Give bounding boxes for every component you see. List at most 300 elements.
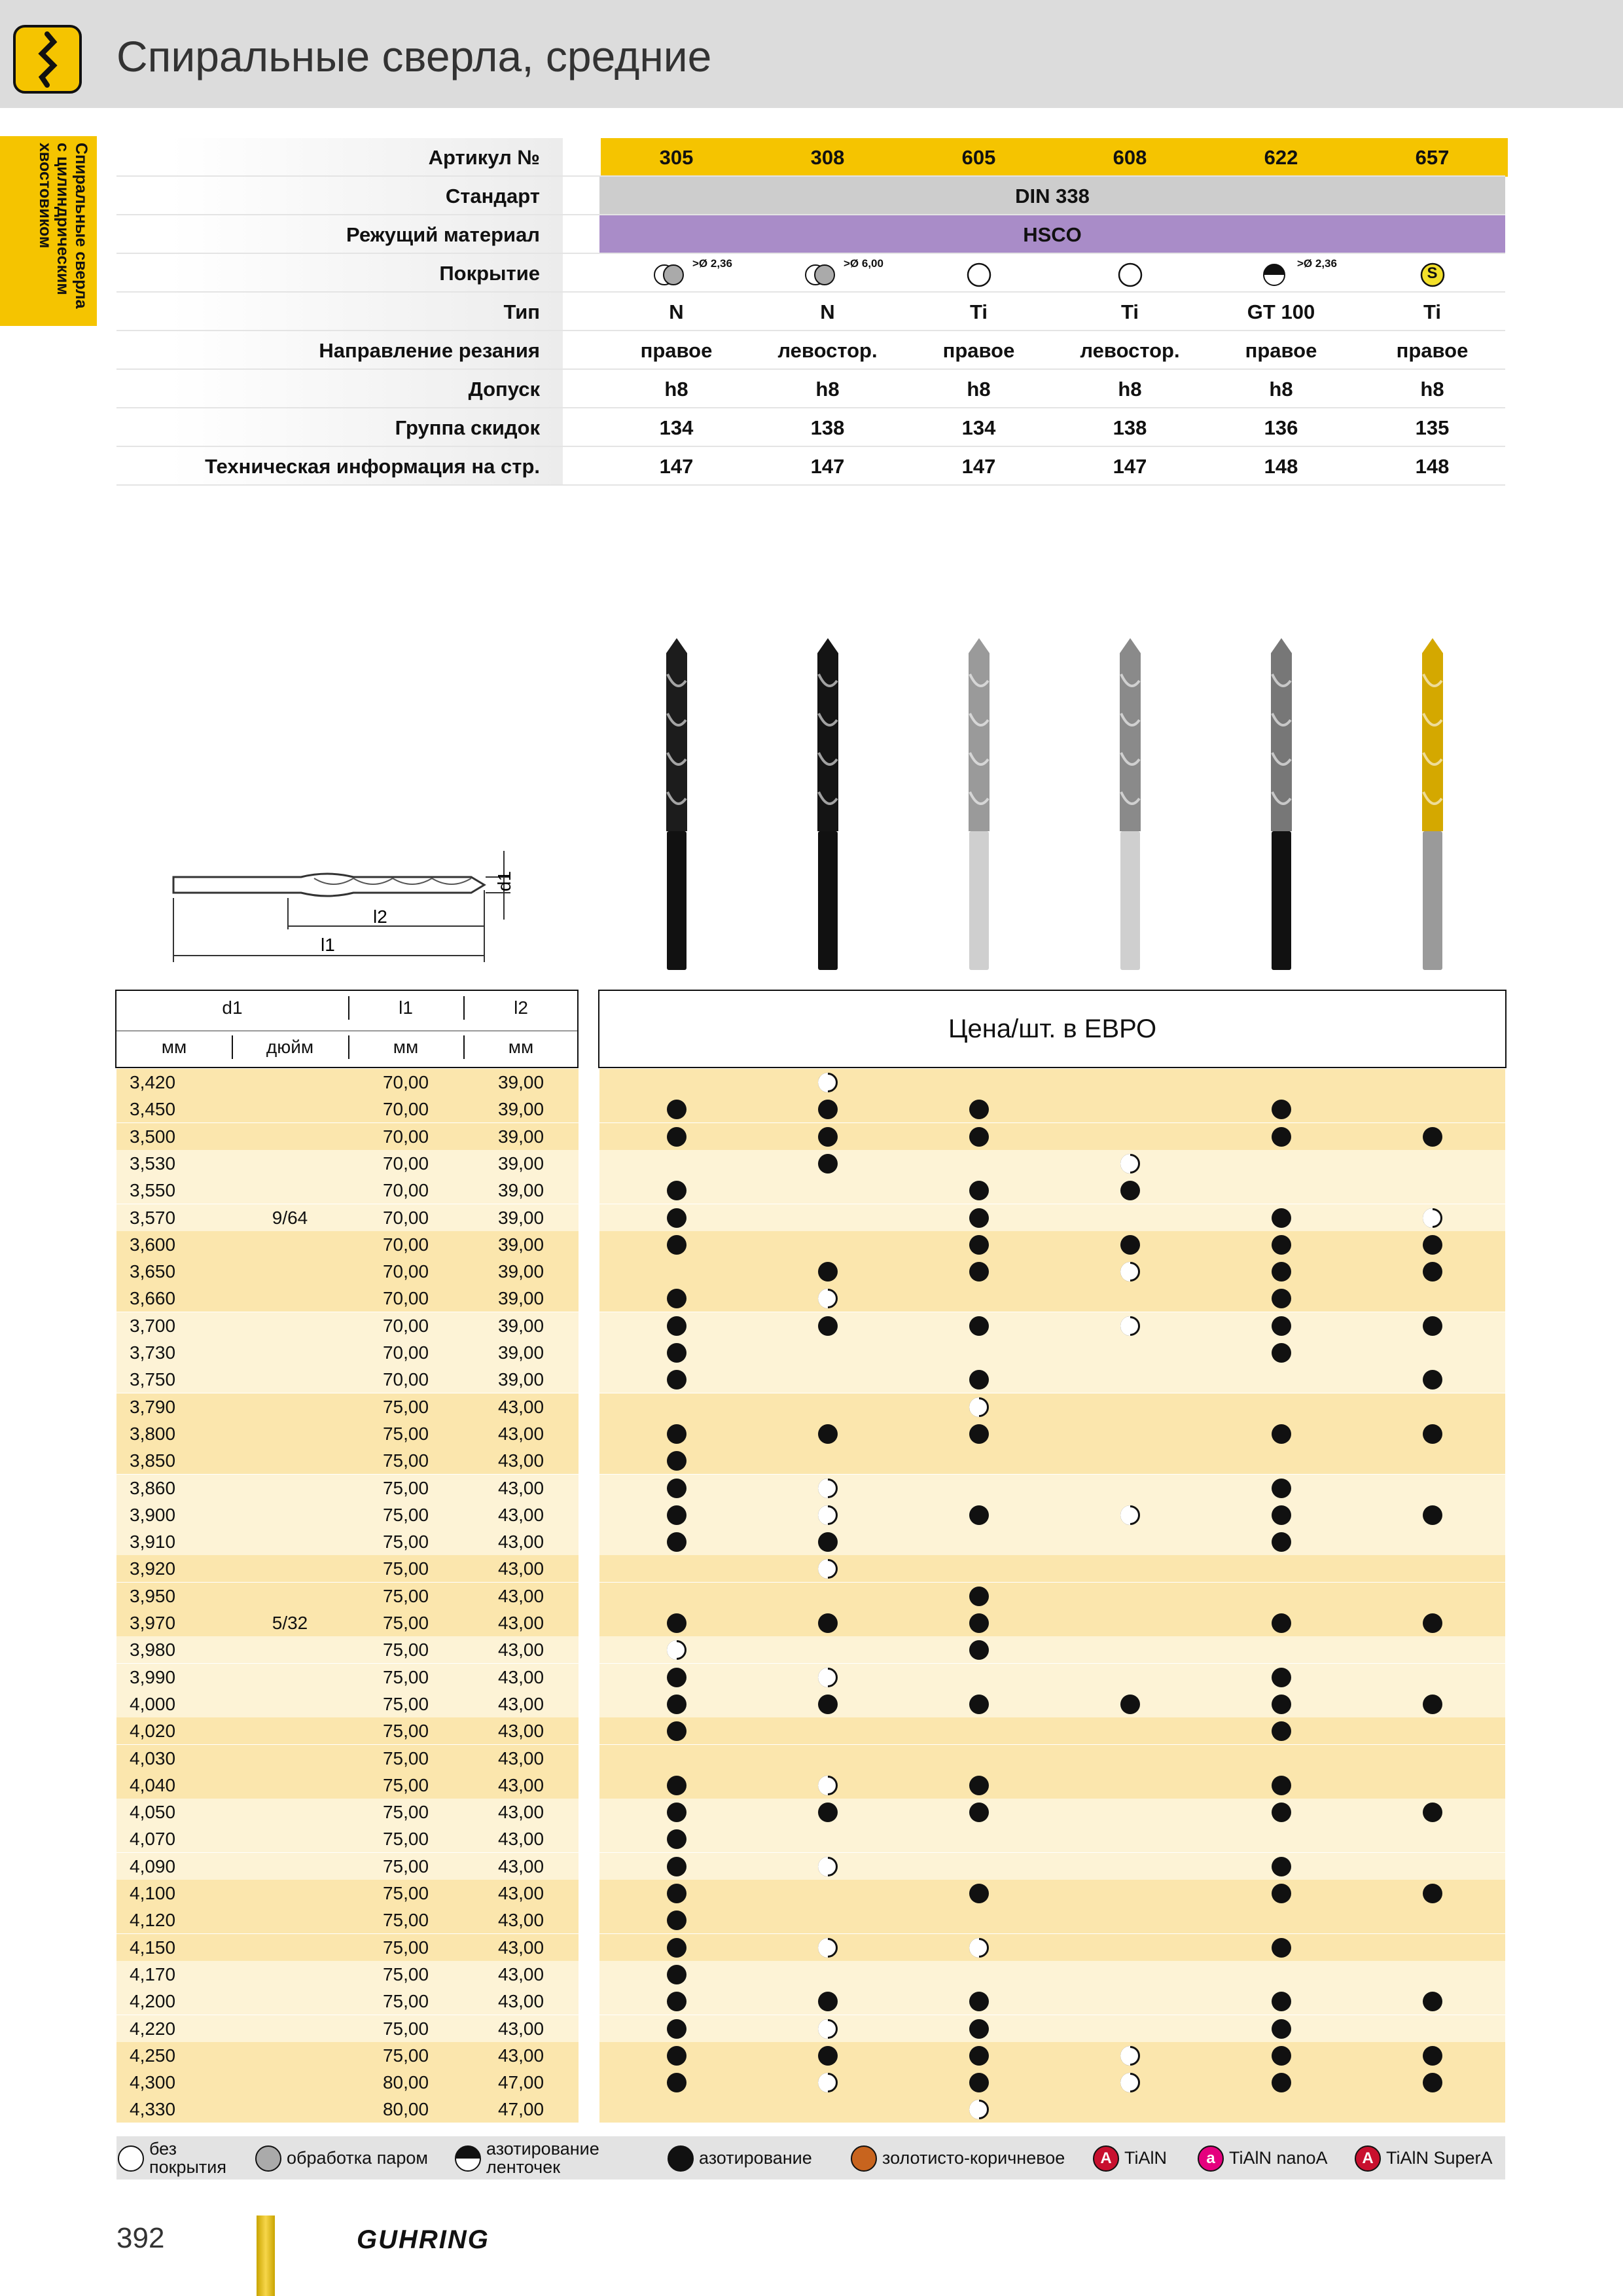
coating-legend [116, 2136, 1505, 2179]
available-dot-icon[interactable] [969, 1776, 989, 1795]
row-band-right [599, 1312, 1505, 1339]
spec-cell: 136 [1264, 416, 1298, 439]
available-dot-icon[interactable] [1272, 2046, 1291, 2066]
available-dot-icon[interactable] [969, 1992, 989, 2011]
available-dot-icon[interactable] [1272, 1695, 1291, 1714]
available-dot-icon[interactable] [1272, 2019, 1291, 2039]
row-band-right [599, 1258, 1505, 1285]
cell-d1: 4,200 [130, 1991, 176, 2012]
partial-availability-dot-icon[interactable] [818, 1668, 838, 1687]
available-dot-icon[interactable] [1120, 1695, 1140, 1714]
cell-l1: 75,00 [382, 1937, 429, 1958]
available-dot-icon[interactable] [1423, 1127, 1442, 1147]
available-dot-icon[interactable] [969, 1884, 989, 1903]
diagram-l2-label: l2 [373, 906, 387, 927]
available-dot-icon[interactable] [667, 1829, 687, 1849]
available-dot-icon[interactable] [969, 1235, 989, 1255]
spec-cell: 147 [961, 455, 996, 478]
drill-logo-icon [13, 25, 82, 94]
available-dot-icon[interactable] [969, 1208, 989, 1228]
cell-l1: 70,00 [382, 1153, 429, 1174]
spec-cell: 135 [1415, 416, 1450, 439]
available-dot-icon[interactable] [1272, 1289, 1291, 1308]
row-band-right [599, 1069, 1505, 1096]
available-dot-icon[interactable] [1423, 2073, 1442, 2092]
available-dot-icon[interactable] [1272, 1100, 1291, 1119]
available-dot-icon[interactable] [667, 1316, 687, 1336]
available-dot-icon[interactable] [667, 1289, 687, 1308]
available-dot-icon[interactable] [969, 1424, 989, 1444]
cell-l1: 75,00 [382, 1883, 429, 1903]
cell-d1: 4,090 [130, 1856, 176, 1876]
spec-row-direction [116, 331, 1505, 370]
row-band-right [599, 1907, 1505, 1933]
available-dot-icon[interactable] [1272, 1721, 1291, 1741]
cell-l1: 70,00 [382, 1099, 429, 1120]
row-band-right [599, 1691, 1505, 1717]
available-dot-icon[interactable] [667, 1532, 687, 1552]
cell-inch [232, 1745, 348, 1772]
cell-l1: 70,00 [382, 1126, 429, 1147]
row-band-right [599, 1231, 1505, 1258]
available-dot-icon[interactable] [1423, 1262, 1442, 1282]
partial-availability-dot-icon[interactable] [818, 2019, 838, 2039]
available-dot-icon[interactable] [969, 2019, 989, 2039]
available-dot-icon[interactable] [667, 1451, 687, 1471]
available-dot-icon[interactable] [1272, 1424, 1291, 1444]
cell-l2: 43,00 [497, 1693, 544, 1714]
partial-availability-dot-icon[interactable] [1120, 2046, 1140, 2066]
available-dot-icon[interactable] [969, 1316, 989, 1336]
cell-l2: 47,00 [497, 2072, 544, 2093]
cell-l1: 75,00 [382, 1991, 429, 2012]
drill-dimension-diagram [164, 844, 530, 962]
available-dot-icon[interactable] [1272, 1127, 1291, 1147]
available-dot-icon[interactable] [667, 1695, 687, 1714]
available-dot-icon[interactable] [969, 1803, 989, 1822]
available-dot-icon[interactable] [1423, 1505, 1442, 1525]
spec-row-tech_info [116, 447, 1505, 486]
spec-cell: h8 [664, 378, 688, 401]
available-dot-icon[interactable] [969, 1695, 989, 1714]
cell-inch [232, 1880, 348, 1907]
cell-inch [232, 1393, 348, 1420]
cell-d1: 3,920 [130, 1558, 176, 1579]
cell-l1: 75,00 [382, 1504, 429, 1525]
coating-note: >Ø 2,36 [1297, 257, 1337, 270]
available-dot-icon[interactable] [818, 1695, 838, 1714]
cell-l2: 39,00 [497, 1288, 544, 1309]
cell-l2: 39,00 [497, 1261, 544, 1282]
cell-d1: 3,530 [130, 1153, 176, 1174]
cell-inch [232, 1772, 348, 1799]
l2-mm-header: мм [508, 1037, 534, 1057]
cell-inch [232, 2015, 348, 2042]
cell-inch [232, 1123, 348, 1150]
spec-row-standard [116, 177, 1505, 215]
available-dot-icon[interactable] [667, 1992, 687, 2011]
available-dot-icon[interactable] [667, 1721, 687, 1741]
cell-d1: 3,800 [130, 1423, 176, 1444]
cell-d1: 4,040 [130, 1774, 176, 1795]
available-dot-icon[interactable] [1120, 1235, 1140, 1255]
available-dot-icon[interactable] [1272, 1938, 1291, 1958]
page-header [0, 0, 1623, 108]
available-dot-icon[interactable] [1272, 1505, 1291, 1525]
cell-l1: 75,00 [382, 1829, 429, 1850]
cell-l1: 75,00 [382, 1802, 429, 1823]
cell-d1: 4,220 [130, 2018, 176, 2039]
available-dot-icon[interactable] [667, 1884, 687, 1903]
available-dot-icon[interactable] [969, 2046, 989, 2066]
available-dot-icon[interactable] [818, 1100, 838, 1119]
available-dot-icon[interactable] [1272, 2073, 1291, 2092]
available-dot-icon[interactable] [667, 2073, 687, 2092]
cell-d1: 3,990 [130, 1666, 176, 1687]
spec-cell: 134 [961, 416, 996, 439]
cell-l2: 39,00 [497, 1342, 544, 1363]
cell-inch [232, 1420, 348, 1447]
cell-l2: 43,00 [497, 1585, 544, 1606]
available-dot-icon[interactable] [1272, 1532, 1291, 1552]
available-dot-icon[interactable] [1423, 1803, 1442, 1822]
spec-cell: h8 [1118, 378, 1142, 401]
available-dot-icon[interactable] [1272, 1668, 1291, 1687]
spec-row-type_row [116, 293, 1505, 331]
available-dot-icon[interactable] [818, 1154, 838, 1174]
available-dot-icon[interactable] [1272, 1992, 1291, 2011]
cell-inch [232, 1528, 348, 1555]
cell-inch [232, 1555, 348, 1582]
dimension-table-header [115, 990, 579, 1068]
available-dot-icon[interactable] [667, 1208, 687, 1228]
cell-d1: 4,170 [130, 1964, 176, 1984]
cell-d1: 4,000 [130, 1693, 176, 1714]
available-dot-icon[interactable] [818, 1992, 838, 2011]
available-dot-icon[interactable] [818, 2046, 838, 2066]
cell-l2: 43,00 [497, 1666, 544, 1687]
available-dot-icon[interactable] [667, 1479, 687, 1498]
available-dot-icon[interactable] [969, 2073, 989, 2092]
l1-header: l1 [399, 997, 413, 1018]
spec-cell: 308 [752, 138, 903, 177]
available-dot-icon[interactable] [667, 1343, 687, 1363]
cell-l2: 43,00 [497, 1558, 544, 1579]
spec-cell: 305 [601, 138, 752, 177]
cell-l1: 75,00 [382, 1613, 429, 1633]
coating-icon-cell [1054, 254, 1205, 293]
brand-logo: GUHRING [357, 2225, 490, 2254]
available-dot-icon[interactable] [969, 1181, 989, 1200]
cell-d1: 3,500 [130, 1126, 176, 1147]
available-dot-icon[interactable] [969, 1587, 989, 1606]
available-dot-icon[interactable] [667, 1938, 687, 1958]
cell-inch [232, 1285, 348, 1312]
available-dot-icon[interactable] [818, 1803, 838, 1822]
price-header [598, 990, 1507, 1068]
available-dot-icon[interactable] [667, 1776, 687, 1795]
available-dot-icon[interactable] [667, 1127, 687, 1147]
cell-l2: 43,00 [497, 1640, 544, 1660]
available-dot-icon[interactable] [1272, 1208, 1291, 1228]
available-dot-icon[interactable] [1423, 1235, 1442, 1255]
spec-value: DIN 338 [599, 177, 1505, 215]
partial-availability-dot-icon[interactable] [818, 1938, 838, 1958]
partial-availability-dot-icon[interactable] [818, 1073, 838, 1092]
coating-note: >Ø 2,36 [692, 257, 732, 270]
available-dot-icon[interactable] [969, 1613, 989, 1633]
partial-availability-dot-icon[interactable] [969, 1397, 989, 1417]
spec-cell: 148 [1415, 455, 1450, 478]
d1-mm-header: мм [161, 1037, 187, 1057]
available-dot-icon[interactable] [1272, 1479, 1291, 1498]
partial-availability-dot-icon[interactable] [818, 1857, 838, 1876]
available-dot-icon[interactable] [1272, 1235, 1291, 1255]
row-band-right [599, 1583, 1505, 1609]
cell-l1: 75,00 [382, 2045, 429, 2066]
cell-d1: 4,250 [130, 2045, 176, 2066]
spec-value: HSCO [599, 215, 1505, 254]
available-dot-icon[interactable] [667, 1235, 687, 1255]
row-band-right [599, 1150, 1505, 1177]
cell-inch [232, 1636, 348, 1663]
available-dot-icon[interactable] [667, 1857, 687, 1876]
partial-availability-dot-icon[interactable] [969, 1938, 989, 1958]
spec-label: Артикул № [116, 138, 563, 177]
cell-l1: 70,00 [382, 1207, 429, 1228]
spec-cell: N [820, 300, 835, 323]
cell-l1: 75,00 [382, 1450, 429, 1471]
cell-l2: 39,00 [497, 1315, 544, 1336]
legend-label: азотирование [699, 2148, 812, 2168]
cell-l2: 39,00 [497, 1099, 544, 1120]
available-dot-icon[interactable] [667, 1100, 687, 1119]
spec-cell: 148 [1264, 455, 1298, 478]
row-band-right [599, 1393, 1505, 1420]
row-band-right [599, 2069, 1505, 2096]
available-dot-icon[interactable] [667, 1803, 687, 1822]
row-band-right [599, 1961, 1505, 1988]
cell-l1: 75,00 [382, 1423, 429, 1444]
uncoated-circle-icon [956, 262, 1002, 288]
spec-cell: 622 [1205, 138, 1357, 177]
cell-l2: 43,00 [497, 1774, 544, 1795]
spec-cell: 605 [903, 138, 1054, 177]
coating-note: >Ø 6,00 [844, 257, 883, 270]
cell-d1: 3,750 [130, 1369, 176, 1390]
cell-d1: 4,150 [130, 1937, 176, 1958]
partial-availability-dot-icon[interactable] [818, 1776, 838, 1795]
available-dot-icon[interactable] [1423, 1424, 1442, 1444]
cell-d1: 4,070 [130, 1829, 176, 1850]
available-dot-icon[interactable] [1272, 1613, 1291, 1633]
available-dot-icon[interactable] [1120, 1181, 1140, 1200]
available-dot-icon[interactable] [1423, 1695, 1442, 1714]
spec-cell: 138 [810, 416, 845, 439]
row-band-right [599, 1825, 1505, 1852]
available-dot-icon[interactable] [667, 1613, 687, 1633]
available-dot-icon[interactable] [667, 1965, 687, 1984]
cell-l2: 43,00 [497, 1477, 544, 1498]
spec-label: Режущий материал [116, 215, 563, 254]
cell-inch: 9/64 [272, 1207, 308, 1228]
price-label: Цена/шт. в ЕВРО [948, 1014, 1157, 1043]
row-band-right [599, 1366, 1505, 1393]
available-dot-icon[interactable] [1272, 1776, 1291, 1795]
available-dot-icon[interactable] [1272, 1262, 1291, 1282]
available-dot-icon[interactable] [969, 1370, 989, 1390]
available-dot-icon[interactable] [1423, 1884, 1442, 1903]
partial-availability-dot-icon[interactable] [818, 1479, 838, 1498]
available-dot-icon[interactable] [1423, 1316, 1442, 1336]
available-dot-icon[interactable] [969, 1262, 989, 1282]
cell-inch [232, 1096, 348, 1122]
legend-label: TiAlN [1124, 2148, 1167, 2168]
spec-cell: правое [1396, 339, 1469, 362]
drill-image-308 [808, 635, 847, 975]
steam-treated-circle-icon [255, 2145, 281, 2172]
cell-l1: 75,00 [382, 1640, 429, 1660]
available-dot-icon[interactable] [818, 1262, 838, 1282]
uncoated-circle-icon [118, 2145, 144, 2172]
cell-inch [232, 1691, 348, 1717]
cell-d1: 3,900 [130, 1504, 176, 1525]
available-dot-icon[interactable] [1423, 2046, 1442, 2066]
row-band-right [599, 1934, 1505, 1961]
spec-label: Стандарт [116, 177, 563, 215]
available-dot-icon[interactable] [818, 1532, 838, 1552]
partial-availability-dot-icon[interactable] [1120, 1316, 1140, 1336]
partial-availability-dot-icon[interactable] [1120, 2073, 1140, 2092]
cell-l2: 43,00 [497, 1991, 544, 2012]
available-dot-icon[interactable] [667, 1370, 687, 1390]
legend-label: обработка паром [287, 2148, 428, 2168]
available-dot-icon[interactable] [1272, 1343, 1291, 1363]
cell-d1: 4,300 [130, 2072, 176, 2093]
nitrided-circle-icon [668, 2145, 694, 2172]
available-dot-icon[interactable] [667, 1668, 687, 1687]
coating-icon-cell [601, 254, 752, 293]
partial-availability-dot-icon[interactable] [1120, 1154, 1140, 1174]
available-dot-icon[interactable] [667, 2046, 687, 2066]
cell-d1: 3,450 [130, 1099, 176, 1120]
partial-availability-dot-icon[interactable] [1120, 1505, 1140, 1525]
available-dot-icon[interactable] [1423, 1370, 1442, 1390]
row-band-right [599, 1772, 1505, 1799]
cell-l1: 75,00 [382, 1558, 429, 1579]
row-separator [116, 484, 1505, 486]
partial-availability-dot-icon[interactable] [818, 1559, 838, 1579]
legend-letter: a [1206, 2149, 1215, 2167]
available-dot-icon[interactable] [818, 1127, 838, 1147]
spec-cell: 138 [1113, 416, 1147, 439]
row-band-right [599, 1339, 1505, 1366]
available-dot-icon[interactable] [969, 1100, 989, 1119]
l2-header: l2 [514, 997, 528, 1018]
diagram-d1-label: d1 [494, 870, 514, 891]
available-dot-icon[interactable] [667, 1505, 687, 1525]
spec-label: Направление резания [116, 331, 563, 370]
spec-label: Техническая информация на стр. [116, 447, 563, 486]
cell-d1: 3,850 [130, 1450, 176, 1471]
row-band-right [599, 1204, 1505, 1231]
spec-cell: N [669, 300, 684, 323]
available-dot-icon[interactable] [969, 1127, 989, 1147]
available-dot-icon[interactable] [667, 1181, 687, 1200]
row-band-right [599, 1123, 1505, 1150]
row-band-right [599, 1555, 1505, 1582]
spec-cell: Ti [1423, 300, 1441, 323]
cell-inch [232, 1069, 348, 1096]
cell-inch [232, 1258, 348, 1285]
spec-row-tolerance [116, 370, 1505, 408]
cell-inch: 5/32 [272, 1613, 308, 1633]
cell-inch [232, 2042, 348, 2069]
row-band-right [599, 1501, 1505, 1528]
cell-d1: 3,600 [130, 1234, 176, 1255]
partial-availability-dot-icon[interactable] [667, 1640, 687, 1660]
available-dot-icon[interactable] [969, 1505, 989, 1525]
cell-l2: 43,00 [497, 1964, 544, 1984]
partial-availability-dot-icon[interactable] [1120, 1262, 1140, 1282]
partial-availability-dot-icon[interactable] [969, 2100, 989, 2119]
spec-cell: правое [942, 339, 1015, 362]
page-number: 392 [116, 2222, 165, 2254]
partial-availability-dot-icon[interactable] [818, 1289, 838, 1308]
row-band-right [599, 1745, 1505, 1772]
available-dot-icon[interactable] [1423, 1992, 1442, 2011]
row-band-right [599, 1636, 1505, 1663]
cell-l2: 39,00 [497, 1126, 544, 1147]
partial-availability-dot-icon[interactable] [818, 1505, 838, 1525]
cell-l2: 39,00 [497, 1234, 544, 1255]
spec-row-coating [116, 254, 1505, 293]
cell-l1: 70,00 [382, 1234, 429, 1255]
cell-l2: 39,00 [497, 1153, 544, 1174]
available-dot-icon[interactable] [667, 1910, 687, 1930]
available-dot-icon[interactable] [818, 1613, 838, 1633]
row-band-right [599, 1988, 1505, 2015]
available-dot-icon[interactable] [818, 1316, 838, 1336]
spec-cell: 657 [1357, 138, 1508, 177]
spec-cell: левостор. [1080, 339, 1180, 362]
available-dot-icon[interactable] [1272, 1316, 1291, 1336]
available-dot-icon[interactable] [969, 1640, 989, 1660]
cell-inch [232, 1799, 348, 1825]
available-dot-icon[interactable] [1272, 1884, 1291, 1903]
cell-l1: 70,00 [382, 1342, 429, 1363]
available-dot-icon[interactable] [1272, 1857, 1291, 1876]
partial-availability-dot-icon[interactable] [818, 2073, 838, 2092]
row-band-right [599, 1096, 1505, 1122]
available-dot-icon[interactable] [667, 2019, 687, 2039]
cell-l2: 47,00 [497, 2099, 544, 2120]
cell-d1: 3,950 [130, 1585, 176, 1606]
cell-inch [232, 1664, 348, 1691]
spec-label: Тип [116, 293, 563, 331]
cell-inch [232, 1853, 348, 1880]
available-dot-icon[interactable] [1423, 1613, 1442, 1633]
cell-d1: 3,980 [130, 1640, 176, 1660]
spec-cell: 147 [659, 455, 694, 478]
partial-availability-dot-icon[interactable] [1423, 1208, 1442, 1228]
nitrided-land-circle-icon [455, 2145, 481, 2172]
uncoated-circle-icon [1107, 262, 1153, 288]
available-dot-icon[interactable] [1272, 1803, 1291, 1822]
available-dot-icon[interactable] [667, 1424, 687, 1444]
available-dot-icon[interactable] [818, 1424, 838, 1444]
drill-image-605 [959, 635, 999, 975]
